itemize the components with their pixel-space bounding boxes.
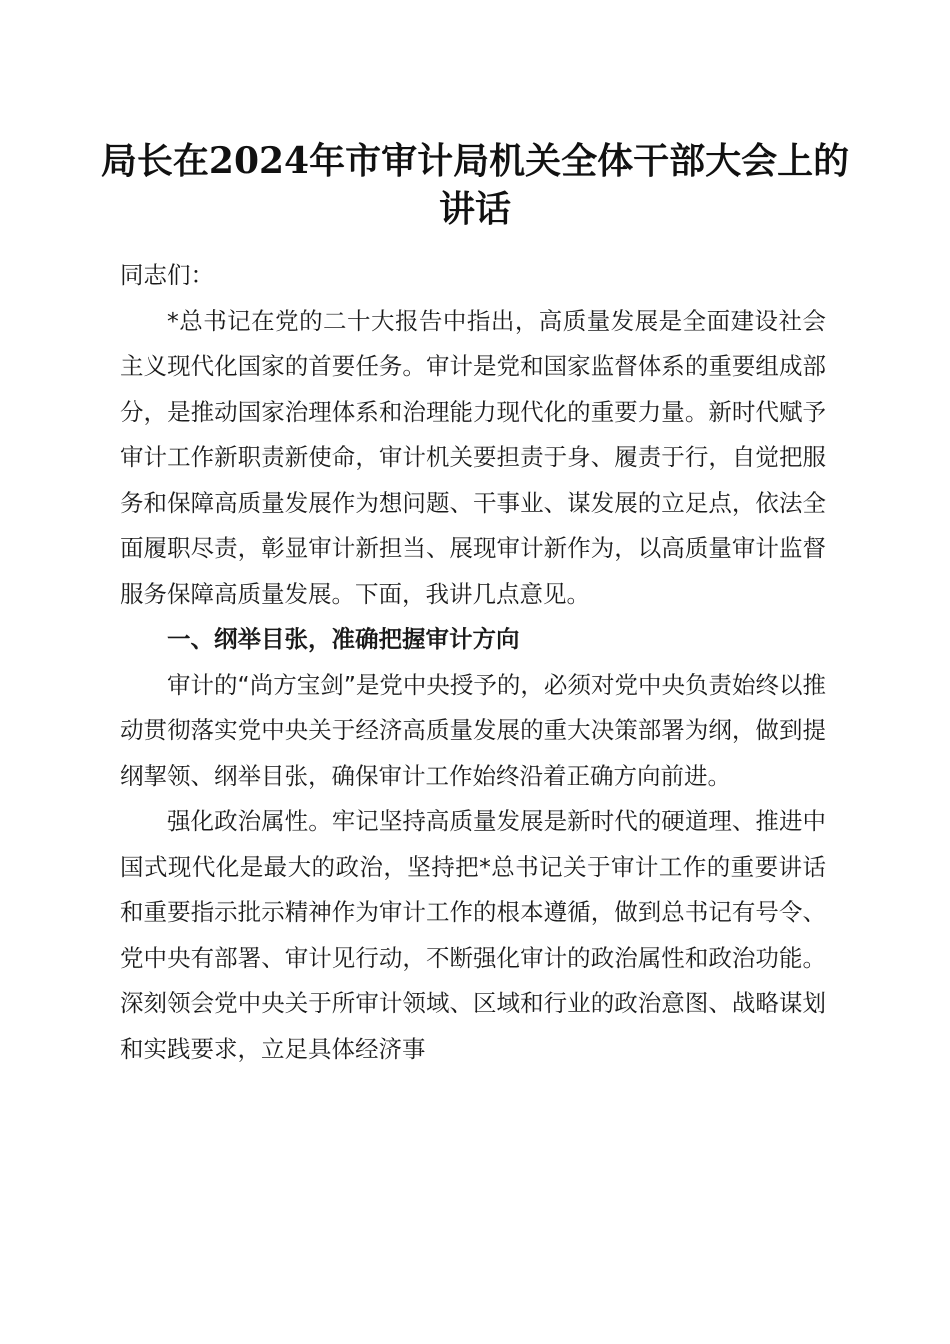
document-body <box>120 253 826 1072</box>
salutation: 同志们： <box>120 261 214 289</box>
paragraph-political-attribute: 强化政治属性。牢记坚持高质量发展是新时代的硬道理、推进中国式现代化是最大的政治，坚持把*总书记关于审计工作的重要讲话和重要指示批示精神作为审计工作的根本遵循，做到总书记有号令、党中央有部署、审计见行动，不断强化审计的政治属性和政治功能。深刻领会党中央关于所审计领域、区域和行业的政治意图、战略谋划和实践要求，立足具体经济事 <box>120 807 826 1063</box>
document-title: 局长在2024年市审计局机关全体干部大会上的讲话 <box>100 140 850 230</box>
section-heading-1: 一、纲举目张，准确把握审计方向 <box>167 625 520 653</box>
paragraph-intro: *总书记在党的二十大报告中指出，高质量发展是全面建设社会主义现代化国家的首要任务。审计是党和国家监督体系的重要组成部分，是推动国家治理体系和治理能力现代化的重要力量。新时代赋予审计工作新职责新使命，审计机关要担责于身、履责于行，自觉把服务和保障高质量发展作为想问题、干事业、谋发展的立足点，依法全面履职尽责，彰显审计新担当、展现审计新作为，以高质量审计监督服务保障高质量发展。下面，我讲几点意见。 <box>120 306 826 608</box>
paragraph-section-1: 审计的“尚方宝剑”是党中央授予的，必须对党中央负责始终以推动贯彻落实党中央关于经济高质量发展的重大决策部署为纲，做到提纲挈领、纲举目张，确保审计工作始终沿着正确方向前进。 <box>120 670 826 790</box>
